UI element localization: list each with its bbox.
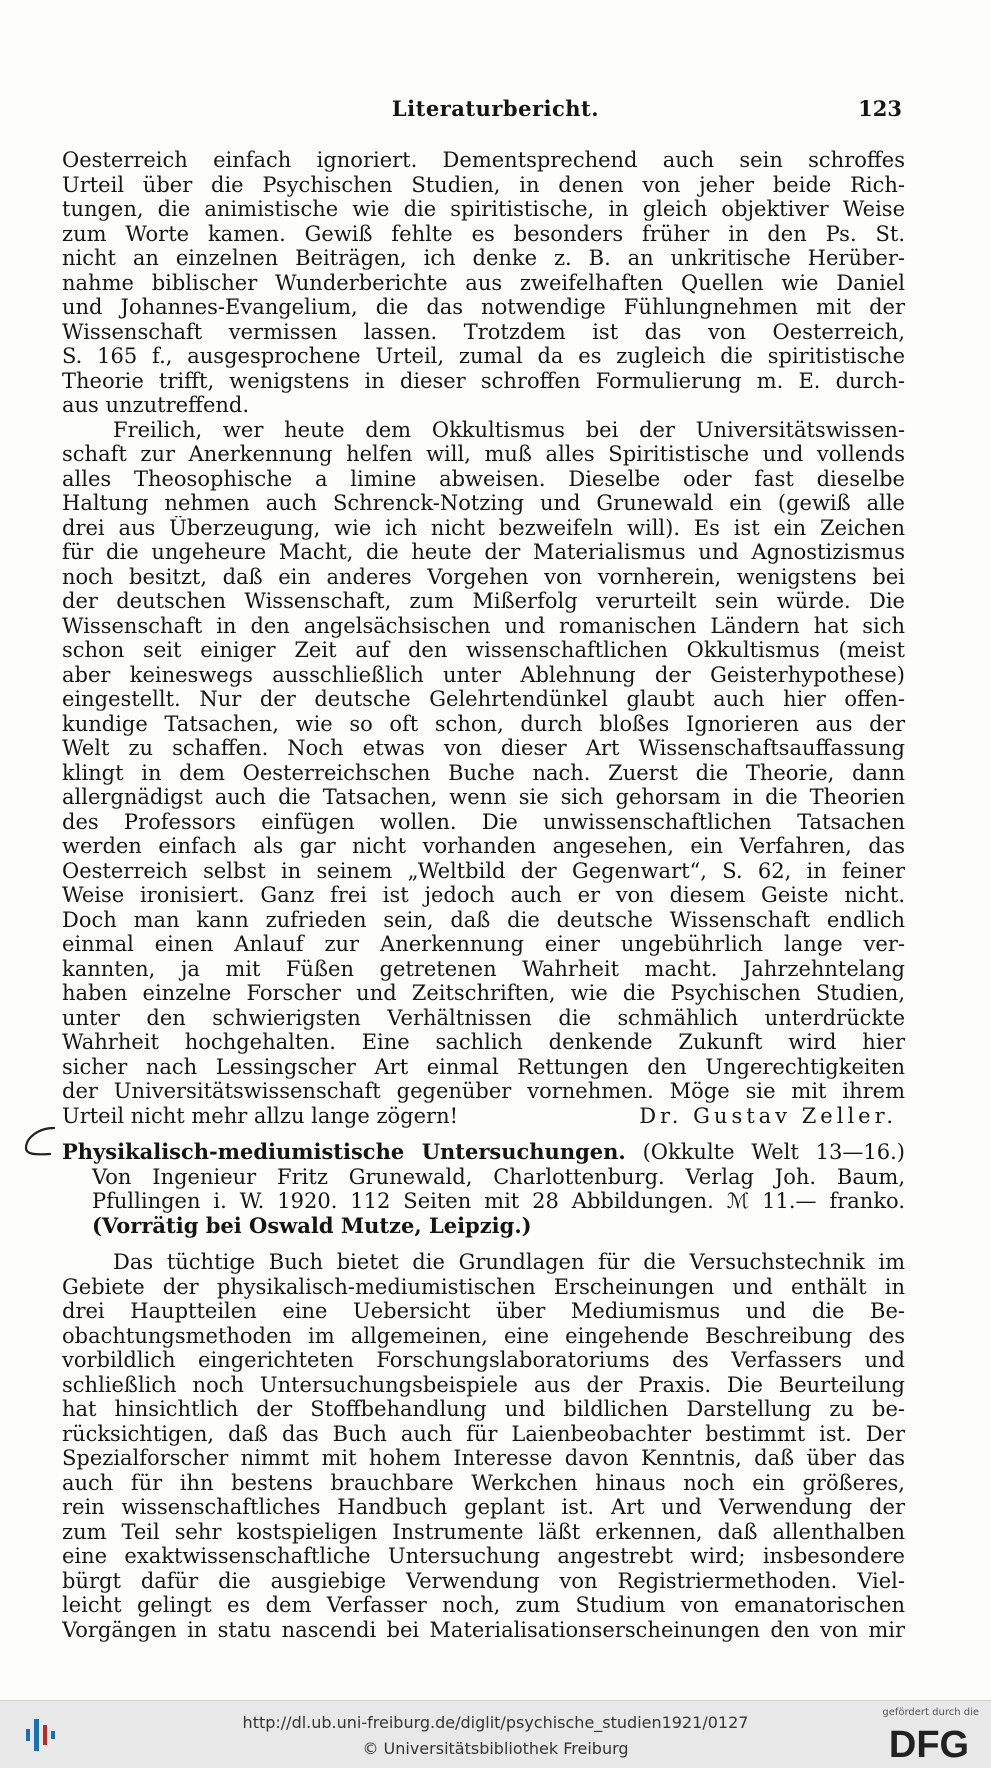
text-line: kannten, ja mit Füßen getretenen Wahrheit macht. Jahrzehntelang — [62, 956, 905, 981]
text-line: Haltung nehmen auch Schrenck-Notzing und Grunewald ein (gewiß alle — [62, 491, 905, 515]
text-line: klingt in dem Oesterreichschen Buche nach. Zuerst die Theorie, dann — [62, 760, 905, 785]
text-line: Oesterreich selbst in seinem „Weltbild der Gegenwart“, S. 62, in feiner — [62, 858, 905, 883]
text-line: Wissenschaft vermissen lassen. Trotzdem ist das von Oesterreich, — [62, 319, 905, 344]
text-line: rücksichtigen, daß das Buch auch für Laienbeobachter bestimmt ist. Der — [62, 1421, 905, 1446]
entry-title: Physikalisch-mediumistische Untersuchungen. — [62, 1140, 626, 1164]
text-line: Das tüchtige Buch bietet die Grundlagen für die Versuchstechnik im — [113, 1250, 905, 1274]
text-line: auch für ihn bestens brauchbare Werkchen hinaus noch ein größeres, — [62, 1470, 905, 1495]
text-line: leicht gelingt es dem Verfasser noch, zum Studium von emanatorischen — [62, 1593, 905, 1617]
text-line: schon seit einiger Zeit auf den wissenschaftlichen Okkultismus (meist — [62, 638, 905, 662]
text-line: Urteil über die Psychischen Studien, in denen von jeher beide Rich- — [62, 172, 905, 197]
text-line: Wahrheit hochgehalten. Eine sachlich denkende Zukunft wird hier — [62, 1030, 905, 1054]
running-title: Literaturbericht. — [391, 96, 600, 121]
text-line: nicht an einzelnen Beiträgen, ich denke z. B. an unkritische Herüber- — [62, 246, 905, 270]
funding-note: gefördert durch die — [882, 1707, 979, 1718]
text-line: Welt zu schaffen. Noch etwas von dieser Art Wissenschaftsauffassung — [62, 736, 905, 760]
text-line: allergnädigst auch die Tatsachen, wenn sie sich gehorsam in die Theorien — [62, 785, 905, 809]
text-line: Oesterreich einfach ignoriert. Dementsprechend auch sein schroffes — [62, 148, 905, 172]
entry-heading-line — [62, 1140, 905, 1165]
text-line: sicher nach Lessingscher Art einmal Rettungen den Ungerechtigkeiten — [62, 1054, 905, 1079]
text-line: der deutschen Wissenschaft, zum Mißerfolg verurteilt sein würde. Die — [62, 589, 905, 613]
text-line: Spezialforscher nimmt mit hohem Interesse davon Kenntnis, daß über das — [62, 1446, 905, 1470]
source-url[interactable]: http://dl.ub.uni-freiburg.de/diglit/psychische_studien1921/0127 — [242, 1713, 749, 1732]
reviewer-signature: Dr. Gustav Zeller. — [639, 1103, 897, 1128]
section-gap — [62, 1128, 905, 1140]
text-line: haben einzelne Forscher und Zeitschriften, wie die Psychischen Studien, — [62, 981, 905, 1005]
text-line: für die ungeheure Macht, die heute der Materialismus und Agnostizismus — [62, 540, 905, 564]
text-line: Doch man kann zufrieden sein, daß die deutsche Wissenschaft endlich — [62, 907, 905, 932]
text-line: schaft zur Anerkennung helfen will, muß alles Spiritistische und vollends — [62, 442, 905, 466]
text-line: werden einfach als gar nicht vorhanden angesehen, ein Verfahren, das — [62, 834, 905, 858]
text-line: vorbildlich eingerichteten Forschungslaboratoriums des Verfassers und — [62, 1348, 905, 1372]
text-line: der Universitätswissenschaft gegenüber vornehmen. Möge sie mit ihrem — [62, 1079, 905, 1103]
section-gap — [62, 1238, 905, 1250]
text-line: alles Theosophische a limine abweisen. Dieselbe oder fast dieselbe — [62, 466, 905, 491]
review-continuation — [62, 148, 905, 1104]
text-line: Vorgängen in statu nascendi bei Materialisationserscheinungen den von mir — [62, 1617, 905, 1642]
text-line: Freilich, wer heute dem Okkultismus bei der Universitätswissen- — [113, 417, 905, 442]
text-line: hat hinsichtlich der Stoffbehandlung und bildlichen Darstellung zu be- — [62, 1397, 905, 1421]
text-line: Gebiete der physikalisch-mediumistischen Erscheinungen und enthält in — [62, 1274, 905, 1299]
text-line: aber keineswegs ausschließlich unter Ablehnung der Geisterhypothese) — [62, 662, 905, 687]
text-line: S. 165 f., ausgesprochene Urteil, zumal da es zugleich die spiritistische — [62, 344, 905, 368]
text-line: eingestellt. Nur der deutsche Gelehrtendünkel glaubt auch hier offen- — [62, 687, 905, 711]
text-line: des Professors einfügen wollen. Die unwissenschaftlichen Tatsachen — [62, 809, 905, 834]
handwritten-margin-mark — [20, 1124, 60, 1158]
copyright-notice: © Universitätsbibliothek Freiburg — [362, 1739, 629, 1758]
text-line: und Johannes-Evangelium, die das notwendige Fühlungnehmen mit der — [62, 295, 905, 319]
entry-details-line: Pfullingen i. W. 1920. 112 Seiten mit 28 Abbildungen. ℳ 11.— franko. — [92, 1189, 905, 1213]
text-line: bürgt dafür die ausgiebige Verwendung von Registriermethoden. Viel- — [62, 1568, 905, 1593]
page-number: 123 — [858, 96, 902, 121]
text-line: drei Hauptteilen eine Uebersicht über Mediumismus und die Be- — [62, 1299, 905, 1323]
closing-line — [62, 1104, 905, 1129]
text-line: schließlich noch Untersuchungsbeispiele aus der Praxis. Die Beurteilung — [62, 1372, 905, 1397]
text-line: Wissenschaft in den angelsächsischen und romanischen Ländern hat sich — [62, 613, 905, 638]
new-review-text — [62, 1250, 905, 1642]
text-line: Theorie trifft, wenigstens in dieser schroffen Formulierung m. E. durch- — [62, 368, 905, 393]
text-line: obachtungsmethoden im allgemeinen, eine eingehende Beschreibung des — [62, 1323, 905, 1348]
text-line: nahme biblischer Wunderberichte aus zweifelhaften Quellen wie Daniel — [62, 270, 905, 295]
digitization-footer — [0, 1700, 991, 1768]
entry-publisher-line: Von Ingenieur Fritz Grunewald, Charlottenburg. Verlag Joh. Baum, — [92, 1164, 905, 1189]
text-line: Weise ironisiert. Ganz frei ist jedoch auch er von diesem Geiste nicht. — [62, 883, 905, 907]
text-line: rein wissenschaftliches Handbuch geplant ist. Art und Verwendung der — [62, 1495, 905, 1519]
dfg-logo — [879, 1721, 979, 1763]
body-text — [62, 148, 905, 1642]
text-line: unter den schwierigsten Verhältnissen die schmählich unterdrückte — [62, 1005, 905, 1030]
text-line: zum Worte kamen. Gewiß fehlte es besonders früher in den Ps. St. — [62, 221, 905, 246]
text-line: tungen, die animistische wie die spiritistische, in gleich objektiver Weise — [62, 197, 905, 221]
text-line: aus unzutreffend. — [62, 393, 250, 417]
text-line: drei aus Überzeugung, wie ich nicht bezweifeln will). Es ist ein Zeichen — [62, 515, 905, 540]
page-header — [0, 96, 991, 128]
closing-text: Urteil nicht mehr allzu lange zögern! — [62, 1103, 459, 1128]
text-line: eine exaktwissenschaftliche Untersuchung angestrebt wird; insbesondere — [62, 1544, 905, 1568]
text-line: noch besitzt, daß ein anderes Vorgehen von vornherein, wenigstens bei — [62, 564, 905, 589]
text-line: zum Teil sehr kostspieligen Instrumente läßt erkennen, daß allenthalben — [62, 1519, 905, 1544]
svg-text:DFG: DFG — [888, 1724, 970, 1763]
text-line: kundige Tatsachen, wie so oft schon, durch bloßes Ignorieren aus der — [62, 711, 905, 736]
entry-source: (Okkulte Welt 13—16.) — [642, 1140, 905, 1164]
entry-availability-line: (Vorrätig bei Oswald Mutze, Leipzig.) — [92, 1213, 532, 1238]
text-line: einmal einen Anlauf zur Anerkennung einer ungebührlich lange ver- — [62, 932, 905, 956]
